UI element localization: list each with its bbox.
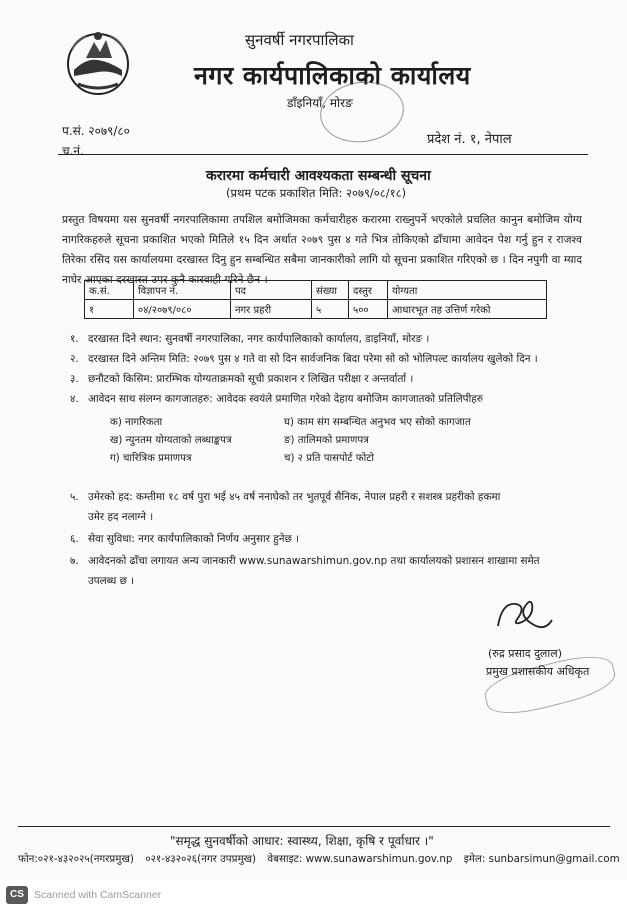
list-item [70, 554, 540, 568]
document-item: घ) काम संग सम्बन्धित अनुभव भए सोको कागजात [284, 417, 471, 428]
email-link[interactable]: इमेल: sunbarsimun@gmail.com [463, 853, 620, 865]
list-item [70, 490, 500, 504]
document-item: ग) चारित्रिक प्रमाणपत्र [110, 453, 192, 464]
first-published-date: (प्रथम पटक प्रकाशित मिति: २०७९/०८/१८) [226, 186, 407, 200]
list-number: ६. [70, 533, 79, 545]
notice-title: करारमा कर्मचारी आवश्यकता सम्बन्धी सूचना [206, 168, 431, 184]
province-label: प्रदेश नं. १, नेपाल [427, 132, 512, 147]
signer-title: प्रमुख प्रशासकीय अधिकृत [486, 665, 590, 678]
list-text: उमेरको हद: कम्तीमा १८ वर्ष पुरा भई ४५ वर्ष ननाघेको तर भुतपूर्व सैनिक, नेपाल प्रहरी र सशस्त्र प्रहरीको हकमा [88, 491, 501, 503]
col-post: पद [231, 281, 312, 300]
footer-contact [18, 852, 627, 866]
signature-mark [492, 596, 556, 636]
footer-divider [18, 826, 610, 827]
dispatch-number: च.नं. [62, 144, 84, 158]
phone-mayor: फोन:०२१-४३२०२५(नगरप्रमुख) [18, 853, 134, 865]
list-number: २. [70, 353, 79, 365]
list-item [70, 392, 483, 406]
list-text: आवेदन साथ संलग्न कागजातहरु: आवेदक स्वयंले प्रमाणित गरेको देहाय बमोजिम कागजातको प्रतिलिपीहरु [88, 393, 484, 405]
list-number: ३. [70, 373, 79, 385]
col-sn: क.सं. [85, 281, 134, 300]
phone-deputy: ०२१-४३२०२६(नगर उपप्रमुख) [145, 853, 257, 865]
vacancy-table-header [85, 281, 547, 300]
website-link[interactable]: वेबसाइट: www.sunawarshimun.gov.np [267, 853, 453, 865]
list-text-continuation: उमेर हद नलाग्ने । [88, 511, 154, 523]
list-text: छनौटको किसिम: प्रारम्भिक योग्यताक्रमको सूची प्रकाशन र लिखित परीक्षा र अन्तर्वार्ता । [88, 373, 414, 385]
col-count: संख्या [312, 281, 349, 300]
document-item: क) नागरिकता [110, 417, 163, 428]
list-item [70, 352, 538, 366]
reference-number: प.सं. २०७९/८० [62, 124, 130, 138]
document-item: ङ) तालिमको प्रमाणपत्र [284, 435, 369, 446]
list-text: दरखास्त दिने अन्तिम मिति: २०७९ पुस ४ गते वा सो दिन सार्वजनिक बिदा परेमा सो को भोलिपल्ट कार्यालय खुलेको दिन । [88, 353, 538, 365]
col-qualification: योग्यता [388, 281, 547, 300]
list-text-continuation: उपलब्ध छ । [88, 575, 135, 587]
camscanner-watermark: Scanned with CamScanner [34, 889, 162, 901]
table-row [85, 300, 547, 319]
list-number: १. [70, 333, 79, 345]
header-divider [58, 154, 588, 155]
office-title: नगर कार्यपालिकाको कार्यालय [194, 61, 471, 90]
document-item: ख) न्युनतम योग्यताको लब्धाङ्कपत्र [110, 435, 232, 446]
col-fee: दस्तुर [349, 281, 388, 300]
footer-slogan: "समृद्ध सुनवर्षीको आधार: स्वास्थ्य, शिक्षा, कृषि र पूर्वाधार ।" [170, 834, 434, 848]
signer-name: (रुद्र प्रसाद दुलाल) [488, 647, 562, 660]
cell-qualification: आधारभूत तह उत्तिर्ण गरेको [388, 300, 547, 319]
list-item [70, 372, 413, 386]
list-number: ४. [70, 393, 79, 405]
list-text: आवेदनको ढाँचा लगायत अन्य जानकारी www.sunawarshimun.gov.np तथा कार्यालयको प्रशासन शाखामा समेत [88, 555, 540, 567]
vacancy-table [84, 280, 547, 319]
list-number: ५. [70, 491, 79, 503]
list-text: दरखास्त दिने स्थान: सुनवर्षी नगरपालिका, नगर कार्यपालिकाको कार्यालय, डाइनियाँ, मोरङ । [88, 333, 430, 345]
col-advert-no: विज्ञापन नं. [134, 281, 231, 300]
cell-count: ५ [312, 300, 349, 319]
cell-sn: १ [85, 300, 134, 319]
list-item [70, 532, 299, 546]
notice-body: प्रस्तुत विषयमा यस सुनवर्षी नगरपालिकामा तपशिल बमोजिमका कर्मचारीहरु करारमा राख्नुपर्ने भएकोले प्रचलित कानुन बमोजिम योग्य नागरिकहरुले सूचना प्रकाशित भएको मितिले १५ दिन अर्थात २०७९ पुस ४ गते भित्र तोकिएको ढाँचामा आवेदन पेश गर्नु हुन र राजश्व तिरेका रसिद यस कार्यालयमा दरखास्त दिनु हुन सम्बन्धित सबैमा जानकारीको लागि यो सूचना प्रकाशित गरिएको छ । दिन नपुगी वा म्याद नाघेर आएका दरखास्त उपर कुनै कारवाही गरिने छैन । [62, 213, 582, 286]
list-number: ७. [70, 555, 79, 567]
list-text: सेवा सुविधा: नगर कार्यपालिकाको निर्णय अनुसार हुनेछ । [88, 533, 300, 545]
camscanner-logo-icon: CS [6, 886, 28, 904]
nepal-emblem-icon [66, 30, 130, 96]
cell-fee: ५०० [349, 300, 388, 319]
document-item: च) २ प्रति पासपोर्ट फोटो [284, 453, 375, 464]
municipality-name: सुनवर्षी नगरपालिका [245, 31, 354, 49]
cell-post: नगर प्रहरी [231, 300, 312, 319]
list-item [70, 332, 429, 346]
cell-advert-no: ०४/२०७९/०८० [134, 300, 231, 319]
office-address: डाँइनियाँ, मोरङ [287, 96, 353, 110]
